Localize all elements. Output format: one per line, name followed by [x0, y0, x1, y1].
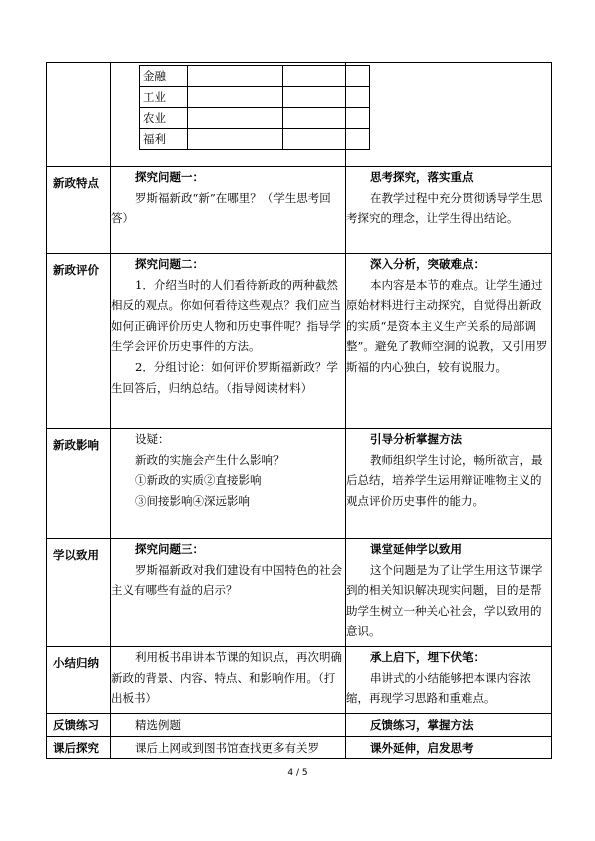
- right-paragraph: 串讲式的小结能够把本课内容浓缩，再现学习思路和重难点。: [346, 670, 531, 706]
- middle-paragraph: 课后上网或到图书馆查找更多有关罗: [135, 740, 319, 755]
- middle-paragraph: 罗斯福新政对我们建设有中国特色的社会主义有哪些有益的启示？: [111, 562, 342, 598]
- middle-paragraph: 1．介绍当时的人们看待新政的两种截然相反的观点。你如何看待这些观点？我们应当如何正确评价历史人物和历史事件呢？指导学生学会评价历史事件的方法。: [111, 277, 341, 354]
- middle-heading: 探究问题二：: [135, 257, 204, 271]
- middle-heading: 设疑：: [135, 432, 170, 446]
- row-label: 新政特点: [53, 176, 99, 190]
- row-label: 新政影响: [53, 438, 99, 452]
- inner-table: [139, 65, 370, 150]
- right-heading: 反馈练习，掌握方法: [370, 718, 474, 732]
- table-row: [47, 63, 552, 167]
- middle-paragraph: 2．分组讨论：如何评价罗斯福新政？学生回答后，归纳总结。（指导阅读材料）: [111, 359, 338, 395]
- right-heading: 引导分析掌握方法: [370, 432, 462, 446]
- table-row: [47, 539, 552, 647]
- inner-row: 工业: [140, 87, 370, 108]
- right-paragraph: 在教学过程中充分贯彻诱导学生思考探究的理念，让学生得出结论。: [346, 190, 543, 226]
- middle-paragraph: 利用板书串讲本节课的知识点，再次明确新政的背景、内容、特点、和影响作用。（打出板书）: [111, 650, 342, 706]
- page-number: 4 / 5: [287, 768, 308, 778]
- right-paragraph: 这个问题是为了让学生用这节课学到的相关知识解决现实问题，目的是帮助学生树立一种关心社会，学以致用的意识。: [346, 562, 543, 639]
- right-heading: 课堂延伸学以致用: [370, 542, 462, 556]
- table-row: [47, 429, 552, 539]
- right-paragraph: 教师组织学生讨论，畅所欲言，最后总结，培养学生运用辩证唯物主义的观点评价历史事件的能力。: [346, 452, 543, 508]
- right-heading: 深入分析，突破难点：: [370, 257, 485, 271]
- table-row: [47, 254, 552, 429]
- middle-paragraph: 罗斯福新政“新”在哪里？（学生思考回答）: [111, 190, 331, 226]
- table-row: [47, 647, 552, 714]
- inner-row: 金融: [140, 66, 370, 87]
- row-label: 学以致用: [53, 548, 99, 562]
- middle-paragraph: 精选例题: [135, 718, 181, 732]
- table-row: [47, 736, 552, 759]
- middle-heading: 探究问题三：: [135, 542, 204, 556]
- middle-paragraph: ①新政的实质②直接影响: [135, 473, 262, 488]
- right-heading: 课外延伸，启发思考: [370, 740, 474, 755]
- row-label: 小结归纳: [53, 656, 99, 670]
- right-paragraph: 本内容是本节的难点。让学生通过原始材料进行主动探究，自觉得出新政的实质“是资本主义生产关系的局部调整”。避免了教师空洞的说教，又引用罗斯福的内心独白，较有说服力。: [346, 277, 548, 374]
- middle-paragraph: ③间接影响④深远影响: [135, 493, 250, 508]
- right-heading: 承上启下，埋下伏笔：: [370, 650, 485, 664]
- middle-paragraph: 新政的实施会产生什么影响？: [135, 452, 285, 467]
- table-row: [47, 167, 552, 254]
- row-label: 反馈练习: [53, 718, 99, 732]
- lesson-plan-table: [46, 62, 552, 759]
- inner-row: 农业: [140, 108, 370, 129]
- inner-row: 福利: [140, 129, 370, 150]
- middle-heading: 探究问题一：: [135, 170, 204, 184]
- row-label: 新政评价: [53, 263, 99, 277]
- table-row: [47, 714, 552, 737]
- right-heading: 思考探究，落实重点: [370, 170, 474, 184]
- row-label: 课后探究: [53, 740, 99, 755]
